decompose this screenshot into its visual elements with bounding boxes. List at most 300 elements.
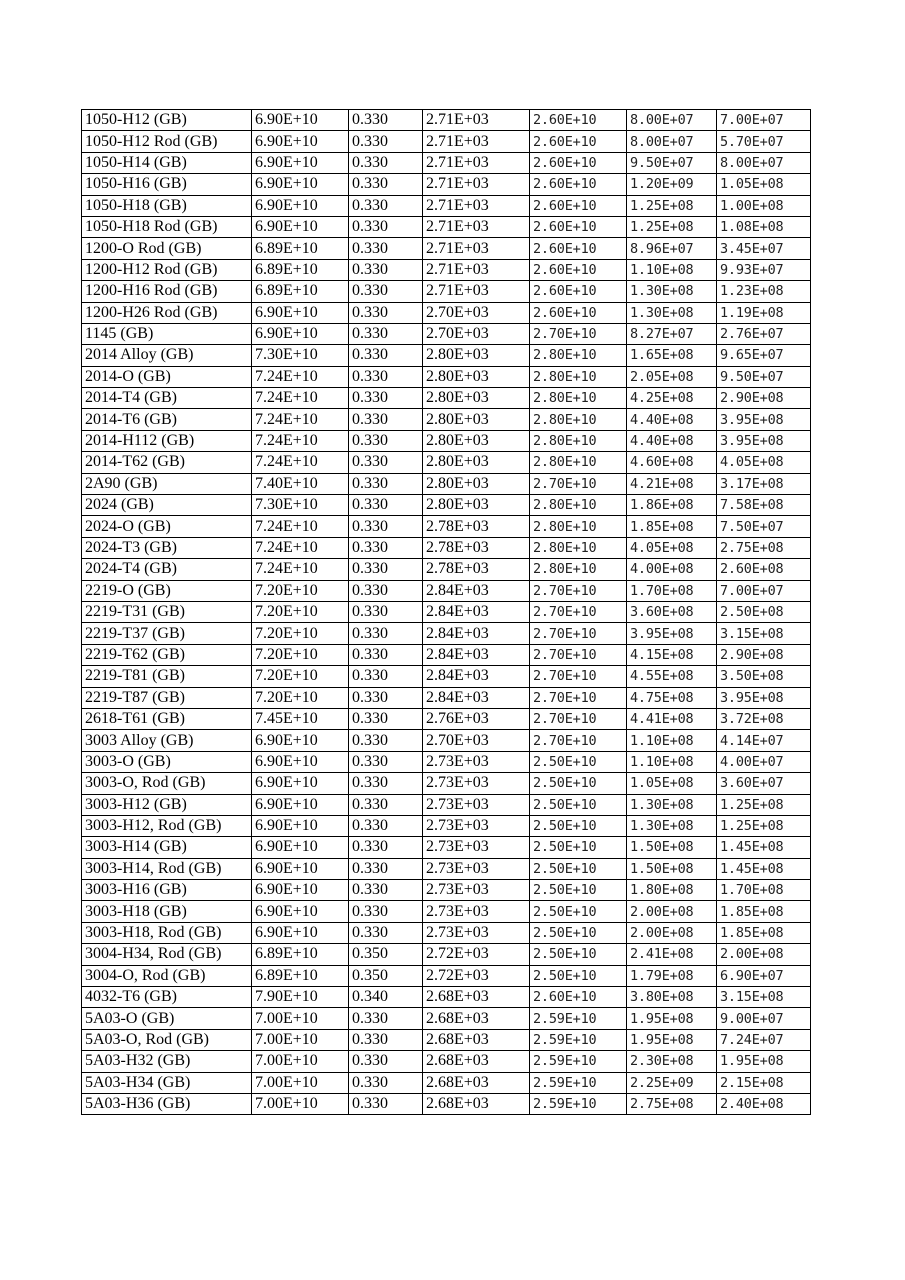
density-cell: 2.73E+03 [423,880,530,901]
yield-strength-cell: 1.05E+08 [717,174,811,195]
poisson-ratio-cell: 0.330 [349,537,423,558]
material-name-cell: 2014-T6 (GB) [82,409,252,430]
elastic-modulus-cell: 6.90E+10 [252,794,349,815]
yield-strength-cell: 3.17E+08 [717,473,811,494]
density-cell: 2.73E+03 [423,901,530,922]
table-row [82,880,811,901]
material-name-cell: 3003-H12, Rod (GB) [82,815,252,836]
shear-modulus-cell: 2.70E+10 [530,708,627,729]
poisson-ratio-cell: 0.330 [349,302,423,323]
tensile-strength-cell: 1.85E+08 [627,516,717,537]
density-cell: 2.78E+03 [423,516,530,537]
table-row [82,238,811,259]
table-row [82,281,811,302]
poisson-ratio-cell: 0.330 [349,152,423,173]
material-name-cell: 1050-H18 (GB) [82,195,252,216]
yield-strength-cell: 1.95E+08 [717,1051,811,1072]
material-name-cell: 1050-H14 (GB) [82,152,252,173]
table-row [82,1051,811,1072]
yield-strength-cell: 4.00E+07 [717,751,811,772]
poisson-ratio-cell: 0.340 [349,987,423,1008]
poisson-ratio-cell: 0.330 [349,751,423,772]
poisson-ratio-cell: 0.330 [349,1093,423,1114]
shear-modulus-cell: 2.70E+10 [530,580,627,601]
elastic-modulus-cell: 7.20E+10 [252,580,349,601]
density-cell: 2.68E+03 [423,1008,530,1029]
material-name-cell: 2014-T4 (GB) [82,388,252,409]
table-row [82,687,811,708]
yield-strength-cell: 1.25E+08 [717,815,811,836]
yield-strength-cell: 3.95E+08 [717,687,811,708]
yield-strength-cell: 1.70E+08 [717,880,811,901]
density-cell: 2.84E+03 [423,601,530,622]
table-row [82,131,811,152]
elastic-modulus-cell: 7.24E+10 [252,366,349,387]
yield-strength-cell: 1.19E+08 [717,302,811,323]
material-name-cell: 2024-T4 (GB) [82,559,252,580]
material-name-cell: 2219-T31 (GB) [82,601,252,622]
yield-strength-cell: 3.15E+08 [717,987,811,1008]
yield-strength-cell: 2.60E+08 [717,559,811,580]
elastic-modulus-cell: 6.90E+10 [252,880,349,901]
poisson-ratio-cell: 0.330 [349,559,423,580]
table-row [82,773,811,794]
density-cell: 2.70E+03 [423,302,530,323]
tensile-strength-cell: 1.30E+08 [627,302,717,323]
yield-strength-cell: 2.50E+08 [717,601,811,622]
shear-modulus-cell: 2.50E+10 [530,815,627,836]
poisson-ratio-cell: 0.330 [349,388,423,409]
shear-modulus-cell: 2.50E+10 [530,773,627,794]
shear-modulus-cell: 2.80E+10 [530,537,627,558]
poisson-ratio-cell: 0.330 [349,815,423,836]
yield-strength-cell: 9.93E+07 [717,259,811,280]
poisson-ratio-cell: 0.330 [349,1008,423,1029]
table-row [82,473,811,494]
shear-modulus-cell: 2.70E+10 [530,473,627,494]
density-cell: 2.80E+03 [423,409,530,430]
density-cell: 2.72E+03 [423,944,530,965]
table-row [82,751,811,772]
material-name-cell: 1200-H16 Rod (GB) [82,281,252,302]
shear-modulus-cell: 2.60E+10 [530,152,627,173]
shear-modulus-cell: 2.59E+10 [530,1029,627,1050]
elastic-modulus-cell: 6.89E+10 [252,944,349,965]
elastic-modulus-cell: 7.24E+10 [252,430,349,451]
elastic-modulus-cell: 7.90E+10 [252,987,349,1008]
yield-strength-cell: 3.15E+08 [717,623,811,644]
tensile-strength-cell: 1.30E+08 [627,281,717,302]
tensile-strength-cell: 4.15E+08 [627,644,717,665]
density-cell: 2.84E+03 [423,644,530,665]
density-cell: 2.70E+03 [423,323,530,344]
yield-strength-cell: 3.45E+07 [717,238,811,259]
elastic-modulus-cell: 7.24E+10 [252,537,349,558]
tensile-strength-cell: 8.27E+07 [627,323,717,344]
table-row [82,323,811,344]
table-row [82,559,811,580]
poisson-ratio-cell: 0.330 [349,174,423,195]
elastic-modulus-cell: 7.24E+10 [252,516,349,537]
density-cell: 2.84E+03 [423,666,530,687]
shear-modulus-cell: 2.50E+10 [530,965,627,986]
material-name-cell: 2219-T87 (GB) [82,687,252,708]
poisson-ratio-cell: 0.330 [349,623,423,644]
poisson-ratio-cell: 0.330 [349,323,423,344]
shear-modulus-cell: 2.59E+10 [530,1008,627,1029]
table-row [82,580,811,601]
table-row [82,452,811,473]
material-name-cell: 2014-H112 (GB) [82,430,252,451]
tensile-strength-cell: 1.10E+08 [627,730,717,751]
elastic-modulus-cell: 6.90E+10 [252,131,349,152]
table-row [82,1072,811,1093]
material-name-cell: 3003-H14, Rod (GB) [82,858,252,879]
density-cell: 2.80E+03 [423,345,530,366]
poisson-ratio-cell: 0.330 [349,131,423,152]
tensile-strength-cell: 1.65E+08 [627,345,717,366]
shear-modulus-cell: 2.50E+10 [530,901,627,922]
shear-modulus-cell: 2.50E+10 [530,794,627,815]
density-cell: 2.84E+03 [423,623,530,644]
yield-strength-cell: 7.00E+07 [717,110,811,131]
shear-modulus-cell: 2.50E+10 [530,880,627,901]
poisson-ratio-cell: 0.330 [349,644,423,665]
material-name-cell: 2014-O (GB) [82,366,252,387]
material-name-cell: 5A03-H36 (GB) [82,1093,252,1114]
density-cell: 2.73E+03 [423,794,530,815]
tensile-strength-cell: 1.95E+08 [627,1029,717,1050]
tensile-strength-cell: 1.95E+08 [627,1008,717,1029]
density-cell: 2.80E+03 [423,366,530,387]
density-cell: 2.71E+03 [423,281,530,302]
shear-modulus-cell: 2.70E+10 [530,644,627,665]
tensile-strength-cell: 1.10E+08 [627,259,717,280]
poisson-ratio-cell: 0.350 [349,965,423,986]
elastic-modulus-cell: 7.30E+10 [252,495,349,516]
shear-modulus-cell: 2.80E+10 [530,345,627,366]
table-row [82,409,811,430]
table-row [82,366,811,387]
poisson-ratio-cell: 0.330 [349,366,423,387]
density-cell: 2.71E+03 [423,216,530,237]
yield-strength-cell: 7.24E+07 [717,1029,811,1050]
table-row [82,302,811,323]
table-row [82,152,811,173]
yield-strength-cell: 7.58E+08 [717,495,811,516]
density-cell: 2.73E+03 [423,858,530,879]
density-cell: 2.71E+03 [423,238,530,259]
table-row [82,195,811,216]
elastic-modulus-cell: 6.89E+10 [252,965,349,986]
table-row [82,730,811,751]
table-row [82,110,811,131]
elastic-modulus-cell: 7.20E+10 [252,601,349,622]
density-cell: 2.80E+03 [423,452,530,473]
tensile-strength-cell: 1.86E+08 [627,495,717,516]
yield-strength-cell: 4.05E+08 [717,452,811,473]
yield-strength-cell: 9.50E+07 [717,366,811,387]
shear-modulus-cell: 2.59E+10 [530,1093,627,1114]
tensile-strength-cell: 1.79E+08 [627,965,717,986]
shear-modulus-cell: 2.60E+10 [530,281,627,302]
poisson-ratio-cell: 0.330 [349,687,423,708]
material-name-cell: 2618-T61 (GB) [82,708,252,729]
density-cell: 2.78E+03 [423,559,530,580]
density-cell: 2.78E+03 [423,537,530,558]
shear-modulus-cell: 2.80E+10 [530,559,627,580]
material-name-cell: 1050-H12 (GB) [82,110,252,131]
poisson-ratio-cell: 0.330 [349,1029,423,1050]
density-cell: 2.68E+03 [423,987,530,1008]
shear-modulus-cell: 2.70E+10 [530,730,627,751]
elastic-modulus-cell: 6.90E+10 [252,773,349,794]
yield-strength-cell: 2.76E+07 [717,323,811,344]
elastic-modulus-cell: 7.24E+10 [252,409,349,430]
yield-strength-cell: 1.45E+08 [717,837,811,858]
yield-strength-cell: 1.08E+08 [717,216,811,237]
material-name-cell: 1050-H18 Rod (GB) [82,216,252,237]
tensile-strength-cell: 3.60E+08 [627,601,717,622]
poisson-ratio-cell: 0.330 [349,580,423,601]
yield-strength-cell: 7.50E+07 [717,516,811,537]
density-cell: 2.84E+03 [423,580,530,601]
poisson-ratio-cell: 0.330 [349,281,423,302]
material-name-cell: 2A90 (GB) [82,473,252,494]
poisson-ratio-cell: 0.330 [349,773,423,794]
density-cell: 2.80E+03 [423,430,530,451]
elastic-modulus-cell: 7.24E+10 [252,559,349,580]
yield-strength-cell: 1.85E+08 [717,901,811,922]
yield-strength-cell: 3.95E+08 [717,409,811,430]
tensile-strength-cell: 1.10E+08 [627,751,717,772]
material-name-cell: 1145 (GB) [82,323,252,344]
tensile-strength-cell: 2.00E+08 [627,901,717,922]
shear-modulus-cell: 2.50E+10 [530,837,627,858]
poisson-ratio-cell: 0.330 [349,195,423,216]
material-name-cell: 5A03-H32 (GB) [82,1051,252,1072]
tensile-strength-cell: 2.75E+08 [627,1093,717,1114]
density-cell: 2.68E+03 [423,1051,530,1072]
density-cell: 2.71E+03 [423,174,530,195]
material-name-cell: 2014 Alloy (GB) [82,345,252,366]
elastic-modulus-cell: 6.90E+10 [252,815,349,836]
yield-strength-cell: 3.50E+08 [717,666,811,687]
material-name-cell: 4032-T6 (GB) [82,987,252,1008]
tensile-strength-cell: 4.21E+08 [627,473,717,494]
yield-strength-cell: 1.00E+08 [717,195,811,216]
elastic-modulus-cell: 7.40E+10 [252,473,349,494]
material-name-cell: 5A03-O, Rod (GB) [82,1029,252,1050]
elastic-modulus-cell: 7.00E+10 [252,1093,349,1114]
elastic-modulus-cell: 6.90E+10 [252,858,349,879]
shear-modulus-cell: 2.70E+10 [530,323,627,344]
shear-modulus-cell: 2.70E+10 [530,687,627,708]
shear-modulus-cell: 2.60E+10 [530,302,627,323]
table-row [82,815,811,836]
material-name-cell: 1050-H16 (GB) [82,174,252,195]
tensile-strength-cell: 1.80E+08 [627,880,717,901]
tensile-strength-cell: 4.00E+08 [627,559,717,580]
elastic-modulus-cell: 6.90E+10 [252,174,349,195]
table-row [82,623,811,644]
table-row [82,345,811,366]
density-cell: 2.80E+03 [423,495,530,516]
density-cell: 2.72E+03 [423,965,530,986]
poisson-ratio-cell: 0.330 [349,495,423,516]
tensile-strength-cell: 1.50E+08 [627,858,717,879]
material-name-cell: 2219-T62 (GB) [82,644,252,665]
tensile-strength-cell: 2.05E+08 [627,366,717,387]
table-row [82,388,811,409]
yield-strength-cell: 1.23E+08 [717,281,811,302]
shear-modulus-cell: 2.60E+10 [530,195,627,216]
tensile-strength-cell: 4.05E+08 [627,537,717,558]
poisson-ratio-cell: 0.330 [349,1051,423,1072]
shear-modulus-cell: 2.70E+10 [530,601,627,622]
tensile-strength-cell: 2.41E+08 [627,944,717,965]
density-cell: 2.73E+03 [423,837,530,858]
table-row [82,537,811,558]
poisson-ratio-cell: 0.330 [349,730,423,751]
table-row [82,174,811,195]
tensile-strength-cell: 4.40E+08 [627,409,717,430]
material-name-cell: 3003-O (GB) [82,751,252,772]
tensile-strength-cell: 4.75E+08 [627,687,717,708]
tensile-strength-cell: 1.50E+08 [627,837,717,858]
tensile-strength-cell: 4.40E+08 [627,430,717,451]
yield-strength-cell: 9.65E+07 [717,345,811,366]
tensile-strength-cell: 4.55E+08 [627,666,717,687]
table-row [82,965,811,986]
density-cell: 2.73E+03 [423,773,530,794]
material-name-cell: 2024-O (GB) [82,516,252,537]
elastic-modulus-cell: 6.90E+10 [252,730,349,751]
table-row [82,1008,811,1029]
material-name-cell: 5A03-H34 (GB) [82,1072,252,1093]
material-name-cell: 3003-H14 (GB) [82,837,252,858]
material-name-cell: 3003 Alloy (GB) [82,730,252,751]
tensile-strength-cell: 1.25E+08 [627,195,717,216]
tensile-strength-cell: 1.30E+08 [627,815,717,836]
elastic-modulus-cell: 6.90E+10 [252,837,349,858]
table-row [82,495,811,516]
shear-modulus-cell: 2.80E+10 [530,388,627,409]
tensile-strength-cell: 2.00E+08 [627,922,717,943]
elastic-modulus-cell: 7.45E+10 [252,708,349,729]
poisson-ratio-cell: 0.330 [349,452,423,473]
poisson-ratio-cell: 0.330 [349,345,423,366]
table-row [82,708,811,729]
elastic-modulus-cell: 7.00E+10 [252,1029,349,1050]
shear-modulus-cell: 2.50E+10 [530,944,627,965]
tensile-strength-cell: 1.30E+08 [627,794,717,815]
poisson-ratio-cell: 0.330 [349,922,423,943]
shear-modulus-cell: 2.60E+10 [530,174,627,195]
shear-modulus-cell: 2.50E+10 [530,751,627,772]
material-name-cell: 3003-H16 (GB) [82,880,252,901]
poisson-ratio-cell: 0.330 [349,409,423,430]
density-cell: 2.73E+03 [423,922,530,943]
shear-modulus-cell: 2.70E+10 [530,623,627,644]
density-cell: 2.71E+03 [423,110,530,131]
table-row [82,987,811,1008]
shear-modulus-cell: 2.60E+10 [530,259,627,280]
table-body [82,110,811,1115]
table-row [82,1093,811,1114]
table-row [82,1029,811,1050]
density-cell: 2.84E+03 [423,687,530,708]
material-name-cell: 3003-H18 (GB) [82,901,252,922]
tensile-strength-cell: 4.41E+08 [627,708,717,729]
table-row [82,666,811,687]
density-cell: 2.71E+03 [423,131,530,152]
poisson-ratio-cell: 0.330 [349,666,423,687]
poisson-ratio-cell: 0.330 [349,1072,423,1093]
table-row [82,922,811,943]
elastic-modulus-cell: 6.90E+10 [252,922,349,943]
shear-modulus-cell: 2.80E+10 [530,409,627,430]
tensile-strength-cell: 1.70E+08 [627,580,717,601]
elastic-modulus-cell: 7.20E+10 [252,644,349,665]
material-name-cell: 2219-T37 (GB) [82,623,252,644]
poisson-ratio-cell: 0.330 [349,238,423,259]
yield-strength-cell: 2.90E+08 [717,388,811,409]
tensile-strength-cell: 8.96E+07 [627,238,717,259]
tensile-strength-cell: 2.30E+08 [627,1051,717,1072]
elastic-modulus-cell: 6.90E+10 [252,110,349,131]
poisson-ratio-cell: 0.330 [349,601,423,622]
elastic-modulus-cell: 7.20E+10 [252,687,349,708]
poisson-ratio-cell: 0.330 [349,901,423,922]
shear-modulus-cell: 2.80E+10 [530,452,627,473]
shear-modulus-cell: 2.60E+10 [530,987,627,1008]
material-name-cell: 3003-H12 (GB) [82,794,252,815]
shear-modulus-cell: 2.59E+10 [530,1051,627,1072]
yield-strength-cell: 2.75E+08 [717,537,811,558]
tensile-strength-cell: 2.25E+09 [627,1072,717,1093]
tensile-strength-cell: 3.95E+08 [627,623,717,644]
table-row [82,644,811,665]
poisson-ratio-cell: 0.350 [349,944,423,965]
table-row [82,601,811,622]
shear-modulus-cell: 2.50E+10 [530,858,627,879]
yield-strength-cell: 4.14E+07 [717,730,811,751]
material-name-cell: 2219-O (GB) [82,580,252,601]
density-cell: 2.70E+03 [423,730,530,751]
yield-strength-cell: 2.90E+08 [717,644,811,665]
yield-strength-cell: 9.00E+07 [717,1008,811,1029]
table-row [82,901,811,922]
density-cell: 2.68E+03 [423,1072,530,1093]
poisson-ratio-cell: 0.330 [349,794,423,815]
material-name-cell: 3003-H18, Rod (GB) [82,922,252,943]
material-name-cell: 3004-O, Rod (GB) [82,965,252,986]
elastic-modulus-cell: 7.20E+10 [252,666,349,687]
yield-strength-cell: 1.45E+08 [717,858,811,879]
table-row [82,944,811,965]
poisson-ratio-cell: 0.330 [349,110,423,131]
material-name-cell: 2219-T81 (GB) [82,666,252,687]
tensile-strength-cell: 9.50E+07 [627,152,717,173]
elastic-modulus-cell: 6.90E+10 [252,302,349,323]
yield-strength-cell: 3.72E+08 [717,708,811,729]
shear-modulus-cell: 2.59E+10 [530,1072,627,1093]
shear-modulus-cell: 2.80E+10 [530,495,627,516]
poisson-ratio-cell: 0.330 [349,473,423,494]
material-name-cell: 1200-H26 Rod (GB) [82,302,252,323]
shear-modulus-cell: 2.80E+10 [530,366,627,387]
